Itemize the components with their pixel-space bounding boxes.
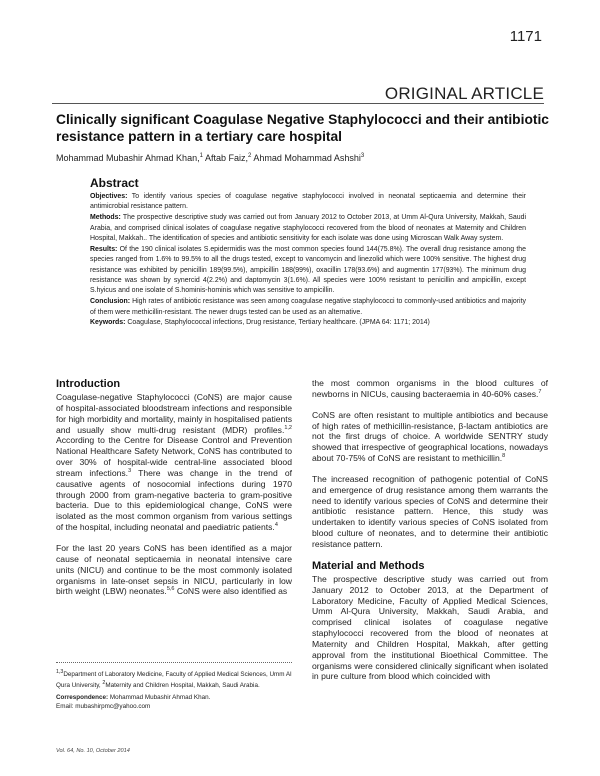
intro-p2-text-b: CoNS were also identified as [174,586,288,597]
methods-heading: Material and Methods [312,559,425,572]
citation: 8 [502,453,506,460]
citation: 1,2 [284,424,292,431]
methods-text: The prospective descriptive study was carried out from January 2012 to October 2013, at Umm Al-Qura University, Makkah, Saudi Arabia, and comprised clinical isolates of coagulase negative staphylococci recovered from the blood of neonates at Maternity and Children Hospital, Makkah.. The identification of species and antibiotic sensitivity for each isolate was done using Microscan Walk Away system. [90,214,526,243]
author-3-affiliation: 3 [360,153,365,159]
intro-paragraph-1 [56,392,292,533]
journal-footer: Vol. 64, No. 10, October 2014 [56,748,130,754]
affiliations [56,668,292,691]
abstract-heading: Abstract [90,176,139,190]
intro-p1-text-b: According to the Centre for Disease Control and Prevention National Healthcare Safety Network, CoNS has contributed to over 30% of hospital-wide central-line associated blood stream infections. [56,435,292,478]
author-2-affiliation: 2 [247,153,252,159]
footnote-separator [56,662,292,663]
results-label: Results: [90,245,118,253]
author-list [56,153,364,163]
right-column [312,378,548,682]
correspondence-label: Correspondence: [56,693,109,701]
objectives-label: Objectives: [90,193,128,200]
left-column [56,378,292,597]
article-title: Clinically significant Coagulase Negative Staphylococci and their antibiotic resistance pattern in a tertiary care hospital [56,112,549,144]
abstract-objectives [90,192,526,213]
intro-p3-text: CoNS are often resistant to multiple antibiotics and because of high rates of methicillin-resistance, β-lactam antibiotics are not the first drugs of choice. A worldwide SENTRY study showed that irrespective of geographical locations, nowadays about 70-75% of CoNS are resistant to methicillin. [312,409,548,464]
abstract-conclusion [90,297,526,318]
author-2: Aftab Faiz, [204,153,248,163]
abstract-results [90,245,526,297]
affiliation-marker: 2 [102,680,106,687]
footnotes [56,668,292,711]
methods-paragraph-1: The prospective descriptive study was carried out from January 2012 to October 2013, at the Department of Laboratory Medicine, Faculty of Applied Medical Sciences, Umm Al-Qura University, Makkah, Saudi Arabia, and comprised clinical isolates of coagulase negative staphylococci recovered from the blood of neonates at Maternity and Children Hospital, Makkah, after getting approval from the institutional Bioethical Committee. The organisms were considered clinically significant when isolated in pure culture from blood which coincided with [312,573,548,682]
abstract [90,176,526,329]
intro-p2-text-a: For the last 20 years CoNS has been identified as a major cause of neonatal septicaemia in neonatal intensive care units (NICU) and continue to be the most commonly isolated organisms in late-onset sepsis in NICU, particularly in low birth weight (LBW) neonates. [56,542,292,597]
abstract-keywords [90,318,526,328]
keywords-label: Keywords: [90,319,126,327]
affiliation-2: Maternity and Children Hospital, Makkah, Saudi Arabia. [105,682,260,690]
page-number: 1171 [509,28,542,45]
correspondence [56,693,292,702]
intro-paragraph-4: The increased recognition of pathogenic potential of CoNS and emergence of drug resistance among them warrants the need to identify various species of CoNS and determine their antibiotic resistance pattern. Hence, this study was undertaken to identify various species of CoNS isolated from blood culture of neonates, and to determine their antibiotic resistance pattern. [312,473,548,549]
correspondence-email: Email: mubashirpmc@yahoo.com [56,703,151,711]
citation: 4 [274,522,278,529]
affiliation-marker: 1,3 [56,669,64,675]
intro-paragraph-2 [56,543,292,597]
conclusion-label: Conclusion: [90,298,131,306]
affiliation-1: Department of Laboratory Medicine, Faculty of Applied Medical Sciences, Umm Al Qura University, [56,671,292,690]
author-3: Ahmad Mohammad Ashshi [253,153,361,163]
introduction-heading: Introduction [56,378,121,390]
citation: 5,6 [166,586,175,593]
abstract-methods [90,213,526,244]
methods-label: Methods: [90,214,121,222]
correspondence-name: Mohammad Mubashir Ahmad Khan. [108,693,211,701]
keywords-text: Coagulase, Staphylococcal infections, Drug resistance, Tertiary healthcare. (JPMA 64: 1171; 2014) [125,319,430,327]
conclusion-text: High rates of antibiotic resistance was seen among coagulase negative staphylococci to commonly-used antibiotics and majority of them were methicillin-resistant. The newer drugs tested can be used as an alternative. [90,298,526,316]
author-1-affiliation: 1 [199,153,203,159]
results-text: Of the 190 clinical isolates S.epidermidis was the most common species found 144(75.8%). The overall drug resistance among the species ranged from 1.6% to 99.5% to all the drugs tested, except to vancomycin and linezolid which were 100% sensitive. The highest drug resistance was exhibited by penicillin 189(99.5%), ampicillin 188(99%), oxacillin 178(93.6%) and augmentin 177(93%). The minimum drug resistance was shown by synercid 4(2.2%) and daptomycin 3(1.6%). All species were 100% resistant to penicillin and ampicillin, except S.hyicus and one isolate of S.hominis-hominis which was sensitive to ampicillin. [90,245,526,295]
intro-p1-text-a: Coagulase-negative Staphylococci (CoNS) are major cause of hospital-associated bloodstream infections and responsible for high morbidity and mortality, mainly in hospitalised patients and usually show multi-drug resistant (MDR) profiles. [56,392,292,435]
intro-p1-text-c: There was change in the trend of causative agents of nosocomial infections during 1970 through 2000 from gram-negative bacteria to gram-positive bacteria. Due to this epidemiological change, CoNS were isolated as the most common organism from various settings of the hospital, including neonatal and paediatric patients. [56,467,292,533]
author-1: Mohammad Mubashir Ahmad Khan, [56,153,200,163]
header-rule [52,103,544,104]
citation: 7 [538,388,542,395]
intro-cont-text: the most common organisms in the blood cultures of newborns in NICUs, causing bacteraemia in 40-60% cases. [312,378,548,399]
intro-paragraph-3 [312,410,548,464]
objectives-text: To identify various species of coagulase negative staphylococci involved in neonatal septicaemia and determine their antimicrobial resistance pattern. [90,193,526,211]
section-label: ORIGINAL ARTICLE [384,84,544,103]
intro-paragraph-2-continued [312,378,548,400]
citation: 3 [128,468,132,475]
